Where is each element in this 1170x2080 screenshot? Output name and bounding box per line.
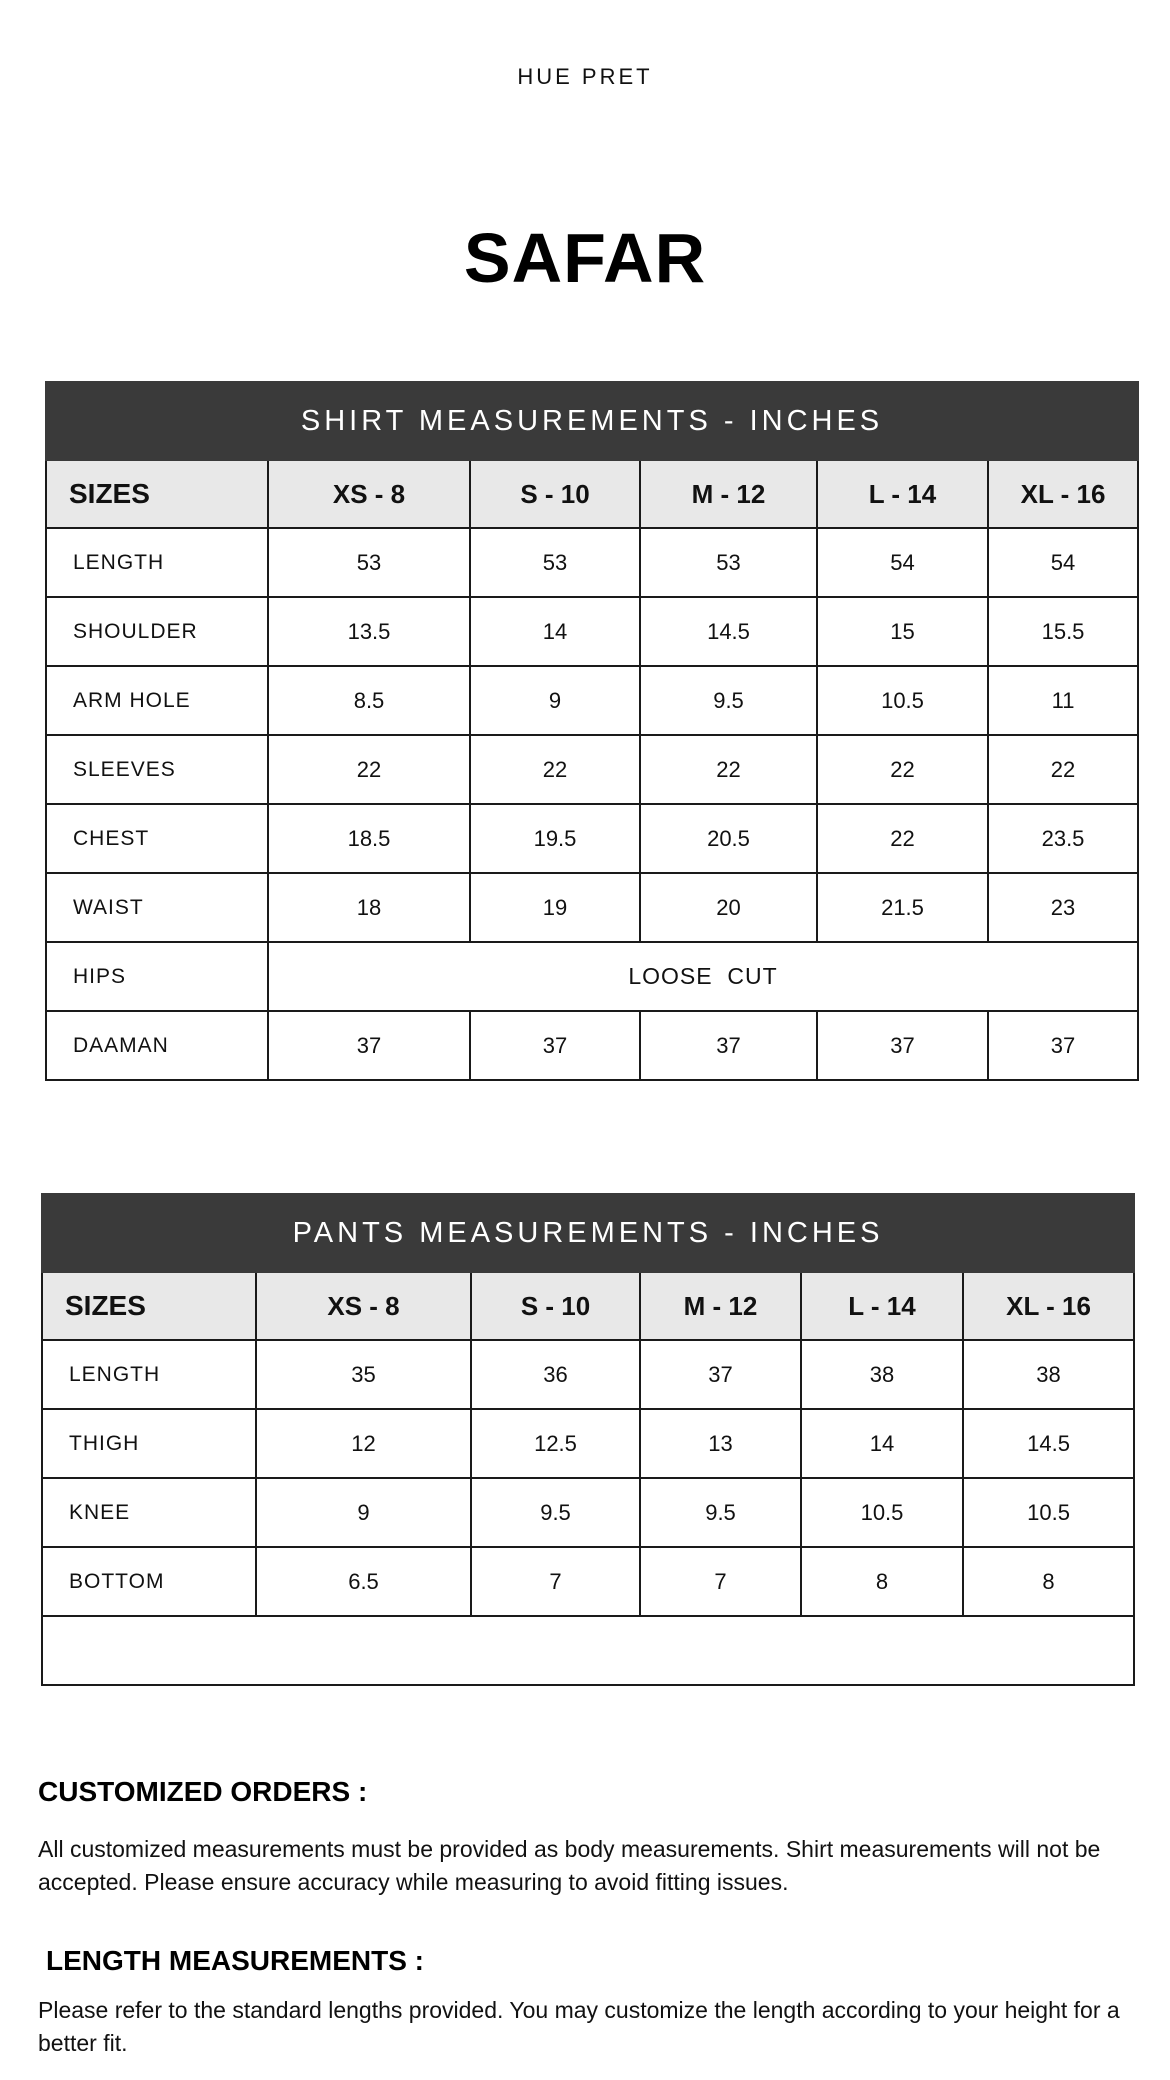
row-label: CHEST: [46, 804, 268, 873]
table-cell: 7: [640, 1547, 801, 1616]
table-cell: 15.5: [988, 597, 1138, 666]
table-cell: 9.5: [640, 1478, 801, 1547]
table-cell: 13.5: [268, 597, 470, 666]
table-cell: 6.5: [256, 1547, 471, 1616]
row-label: DAAMAN: [46, 1011, 268, 1080]
table-cell: 22: [817, 735, 988, 804]
table-cell: 18.5: [268, 804, 470, 873]
table-cell: 53: [470, 528, 640, 597]
row-label: LENGTH: [42, 1340, 256, 1409]
table-cell: 20.5: [640, 804, 817, 873]
table-cell: 22: [988, 735, 1138, 804]
table-cell: 7: [471, 1547, 640, 1616]
table-cell: 37: [817, 1011, 988, 1080]
size-header: L - 14: [801, 1272, 963, 1340]
table-cell: 8: [963, 1547, 1134, 1616]
table-row: [46, 666, 1138, 735]
empty-cell: [42, 1616, 1134, 1685]
row-label: WAIST: [46, 873, 268, 942]
shirt-measurements-table: [45, 381, 1139, 1081]
length-measurements-heading: LENGTH MEASUREMENTS :: [46, 1945, 424, 1976]
table-cell: 11: [988, 666, 1138, 735]
table-row: [42, 1340, 1134, 1409]
table-cell: 14: [801, 1409, 963, 1478]
row-label: BOTTOM: [42, 1547, 256, 1616]
table-cell: 35: [256, 1340, 471, 1409]
table-cell: 37: [640, 1011, 817, 1080]
table-cell: 8.5: [268, 666, 470, 735]
table-row: [46, 735, 1138, 804]
table-cell: 22: [268, 735, 470, 804]
table-cell: 19: [470, 873, 640, 942]
row-label: SLEEVES: [46, 735, 268, 804]
table-cell: 37: [268, 1011, 470, 1080]
table-cell: 14.5: [640, 597, 817, 666]
row-label: KNEE: [42, 1478, 256, 1547]
table-cell: 9.5: [640, 666, 817, 735]
size-header: M - 12: [640, 460, 817, 528]
table-cell: 18: [268, 873, 470, 942]
table-cell: 10.5: [817, 666, 988, 735]
size-header: XL - 16: [963, 1272, 1134, 1340]
table-cell: 38: [963, 1340, 1134, 1409]
table-cell: 15: [817, 597, 988, 666]
table-row: [42, 1478, 1134, 1547]
customized-orders-text: All customized measurements must be provided as body measurements. Shirt measurements will not be accepted. Please ensure accuracy while measuring to avoid fitting issues.: [38, 1836, 1101, 1895]
table-cell: 14: [470, 597, 640, 666]
shirt-sizes-header: [46, 460, 1138, 528]
pants-sizes-header: [42, 1272, 1134, 1340]
size-header: M - 12: [640, 1272, 801, 1340]
table-row: [46, 528, 1138, 597]
table-row: [46, 873, 1138, 942]
table-cell: 23.5: [988, 804, 1138, 873]
table-cell: 36: [471, 1340, 640, 1409]
table-cell: 10.5: [801, 1478, 963, 1547]
table-cell: 9: [470, 666, 640, 735]
table-row: [46, 597, 1138, 666]
size-header: S - 10: [470, 460, 640, 528]
pants-measurements-table: [41, 1193, 1135, 1686]
table-cell: 53: [640, 528, 817, 597]
loose-cut-cell: LOOSE CUT: [268, 942, 1138, 1011]
table-cell: 38: [801, 1340, 963, 1409]
row-label: HIPS: [46, 942, 268, 1011]
size-header: L - 14: [817, 460, 988, 528]
table-cell: 37: [470, 1011, 640, 1080]
table-cell: 13: [640, 1409, 801, 1478]
table-cell: 14.5: [963, 1409, 1134, 1478]
table-row: [46, 804, 1138, 873]
pants-table-heading: PANTS MEASUREMENTS - INCHES: [42, 1194, 1134, 1272]
table-cell: 21.5: [817, 873, 988, 942]
table-cell: 20: [640, 873, 817, 942]
size-header: XS - 8: [268, 460, 470, 528]
table-cell: 54: [817, 528, 988, 597]
size-header: XL - 16: [988, 460, 1138, 528]
table-cell: 12.5: [471, 1409, 640, 1478]
table-row: [46, 1011, 1138, 1080]
page-title: SAFAR: [463, 219, 707, 297]
table-cell: 22: [817, 804, 988, 873]
table-cell: 37: [988, 1011, 1138, 1080]
table-cell: 22: [470, 735, 640, 804]
table-row: [42, 1409, 1134, 1478]
size-header: XS - 8: [256, 1272, 471, 1340]
table-cell: 54: [988, 528, 1138, 597]
sizes-label: SIZES: [42, 1272, 256, 1340]
table-row: [46, 942, 1138, 1011]
row-label: THIGH: [42, 1409, 256, 1478]
table-cell: 10.5: [963, 1478, 1134, 1547]
table-cell: 53: [268, 528, 470, 597]
length-measurements-text: Please refer to the standard lengths provided. You may customize the length according to your height for a better fit.: [38, 1997, 1120, 2056]
table-cell: 23: [988, 873, 1138, 942]
table-cell: 9: [256, 1478, 471, 1547]
shirt-table-heading: SHIRT MEASUREMENTS - INCHES: [46, 382, 1138, 460]
table-cell: 19.5: [470, 804, 640, 873]
brand-name: HUE PRET: [517, 64, 653, 89]
size-header: S - 10: [471, 1272, 640, 1340]
empty-table-row: [42, 1616, 1134, 1685]
sizes-label: SIZES: [46, 460, 268, 528]
row-label: ARM HOLE: [46, 666, 268, 735]
table-cell: 12: [256, 1409, 471, 1478]
row-label: SHOULDER: [46, 597, 268, 666]
table-cell: 9.5: [471, 1478, 640, 1547]
table-cell: 37: [640, 1340, 801, 1409]
table-cell: 22: [640, 735, 817, 804]
row-label: LENGTH: [46, 528, 268, 597]
customized-orders-heading: CUSTOMIZED ORDERS :: [38, 1776, 368, 1807]
table-cell: 8: [801, 1547, 963, 1616]
table-row: [42, 1547, 1134, 1616]
